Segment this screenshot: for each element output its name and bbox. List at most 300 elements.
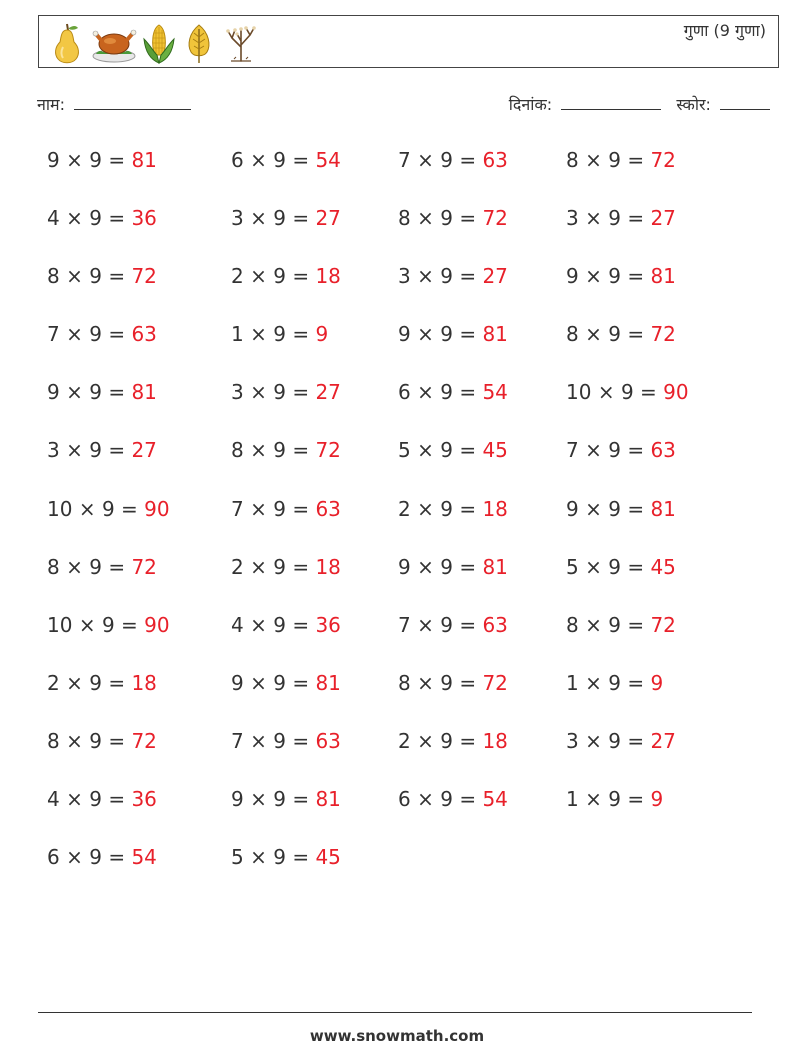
problem-item [231,143,398,201]
times-sign: × [585,787,602,812]
problem-b: 9 [608,670,621,695]
times-sign: × [417,206,434,231]
problem-answer: 81 [650,496,676,521]
problem-answer: 90 [144,496,170,521]
equals-sign: = [108,206,126,231]
problem-item [231,608,398,666]
times-sign: × [585,438,602,463]
equals-sign: = [459,670,477,695]
times-sign: × [250,554,267,579]
times-sign: × [417,787,434,812]
equals-sign: = [108,554,126,579]
problem-a: 2 [398,496,411,521]
problem-b: 9 [273,206,286,231]
times-sign: × [585,496,602,521]
times-sign: × [417,728,434,753]
equals-sign: = [292,496,310,521]
corn-icon [141,21,177,65]
problem-a: 1 [231,322,244,347]
problem-a: 8 [47,264,60,289]
problem-a: 8 [566,322,579,347]
problem-a: 2 [47,670,60,695]
times-sign: × [66,728,83,753]
problem-item [231,840,398,898]
times-sign: × [585,612,602,637]
times-sign: × [66,264,83,289]
times-sign: × [417,380,434,405]
problem-item [47,201,231,259]
footer-url: www.snowmath.com [309,1027,485,1045]
problem-item [231,782,398,840]
equals-sign: = [292,264,310,289]
problem-a: 4 [47,787,60,812]
equals-sign: = [627,148,645,172]
problem-item [47,433,231,491]
times-sign: × [585,728,602,753]
equals-sign: = [627,728,645,753]
yellow-leaf-icon [181,21,217,65]
problem-answer: 63 [482,148,508,172]
problem-answer: 72 [315,438,341,463]
problem-b: 9 [608,612,621,637]
problem-b: 9 [273,554,286,579]
problem-a: 8 [566,148,579,172]
equals-sign: = [108,728,126,753]
times-sign: × [417,496,434,521]
problem-item [398,143,566,201]
equals-sign: = [292,845,310,870]
problem-b: 9 [440,322,453,347]
problem-a: 7 [47,322,60,347]
date-blank[interactable] [561,96,661,110]
problem-item [47,608,231,666]
problem-answer: 63 [315,496,341,521]
problem-a: 8 [398,206,411,231]
equals-sign: = [627,496,645,521]
times-sign: × [250,438,267,463]
score-label: स्कोर: [676,95,711,114]
problem-a: 1 [566,670,579,695]
problem-item [47,317,231,375]
equals-sign: = [108,438,126,463]
name-field [37,93,191,115]
problem-b: 9 [608,322,621,347]
problem-item [398,433,566,491]
problem-b: 9 [440,612,453,637]
times-sign: × [417,264,434,289]
problem-item [566,666,736,724]
times-sign: × [66,845,83,870]
problem-answer: 81 [131,148,157,172]
problem-answer: 54 [315,148,341,172]
problem-answer: 9 [315,322,329,347]
problem-answer: 54 [482,380,508,405]
problem-answer: 72 [131,554,157,579]
date-label: दिनांक: [508,95,553,114]
problem-b: 9 [440,787,453,812]
times-sign: × [585,322,602,347]
name-blank[interactable] [74,96,191,110]
problem-item [566,492,736,550]
equals-sign: = [459,380,477,405]
equals-sign: = [108,148,126,172]
times-sign: × [250,728,267,753]
problem-item [231,433,398,491]
problem-b: 9 [273,380,286,405]
equals-sign: = [627,612,645,637]
problem-a: 3 [566,728,579,753]
footer-divider [38,1012,752,1013]
problem-item [47,259,231,317]
problem-a: 7 [231,728,244,753]
problem-b: 9 [89,787,102,812]
problem-a: 7 [398,148,411,172]
problem-a: 9 [398,554,411,579]
problem-a: 6 [398,787,411,812]
problem-answer: 27 [650,206,676,231]
times-sign: × [66,554,83,579]
problem-b: 9 [273,670,286,695]
problem-b: 9 [440,264,453,289]
problem-item [47,550,231,608]
problem-a: 3 [566,206,579,231]
problem-item [398,608,566,666]
times-sign: × [585,670,602,695]
problem-b: 9 [273,728,286,753]
problem-a: 6 [47,845,60,870]
problem-answer: 81 [482,322,508,347]
times-sign: × [66,787,83,812]
problem-item [47,782,231,840]
times-sign: × [585,148,602,172]
problem-item [398,724,566,782]
problem-b: 9 [101,612,115,637]
times-sign: × [250,845,267,870]
bare-tree-icon [221,21,261,65]
problem-item [566,259,736,317]
problem-answer: 36 [315,612,341,637]
times-sign: × [250,380,267,405]
problem-item [47,375,231,433]
problem-a: 4 [47,206,60,231]
problem-item [566,608,736,666]
problem-item [398,375,566,433]
problem-answer: 9 [650,787,664,812]
problem-b: 9 [273,845,286,870]
problem-answer: 45 [315,845,341,870]
problem-item [47,143,231,201]
equals-sign: = [292,612,310,637]
problem-b: 9 [440,496,453,521]
problem-a: 3 [231,206,244,231]
problem-b: 9 [273,148,286,172]
problem-b: 9 [89,322,102,347]
problem-a: 1 [566,787,579,812]
equals-sign: = [108,380,126,405]
times-sign: × [250,612,267,637]
problem-item [566,143,736,201]
problem-answer: 36 [131,206,157,231]
problem-a: 9 [231,670,244,695]
times-sign: × [417,612,434,637]
problem-answer: 72 [131,264,157,289]
equals-sign: = [121,612,138,637]
times-sign: × [417,670,434,695]
problem-answer: 18 [315,554,341,579]
problem-answer: 27 [650,728,676,753]
problem-a: 2 [398,728,411,753]
equals-sign: = [459,554,477,579]
problem-b: 9 [608,148,621,172]
equals-sign: = [292,206,310,231]
times-sign: × [250,322,267,347]
problem-b: 9 [273,438,286,463]
problem-answer: 81 [482,554,508,579]
times-sign: × [417,322,434,347]
problem-b: 9 [608,264,621,289]
problem-item [231,259,398,317]
times-sign: × [250,206,267,231]
problem-b: 9 [89,670,102,695]
times-sign: × [66,148,83,172]
equals-sign: = [292,380,310,405]
problem-b: 9 [608,554,621,579]
times-sign: × [78,612,96,637]
times-sign: × [250,264,267,289]
equals-sign: = [627,206,645,231]
problem-b: 9 [440,148,453,172]
equals-sign: = [292,148,310,172]
problem-a: 5 [398,438,411,463]
problem-a: 10 [47,612,73,637]
times-sign: × [66,380,83,405]
problem-b: 9 [89,380,102,405]
equals-sign: = [640,380,657,405]
equals-sign: = [121,496,138,521]
problem-b: 9 [273,322,286,347]
equals-sign: = [292,728,310,753]
problem-answer: 72 [650,612,676,637]
problem-item [231,375,398,433]
problem-item [231,492,398,550]
problem-answer: 9 [650,670,664,695]
problem-a: 8 [398,670,411,695]
problem-item [47,724,231,782]
equals-sign: = [108,322,126,347]
problem-answer: 63 [131,322,157,347]
problem-answer: 18 [482,728,508,753]
problem-answer: 18 [131,670,157,695]
problem-answer: 27 [131,438,157,463]
problem-answer: 27 [315,206,341,231]
problem-answer: 90 [663,380,689,405]
problem-b: 9 [608,438,621,463]
problem-a: 6 [231,148,244,172]
problem-b: 9 [440,438,453,463]
problem-answer: 81 [650,264,676,289]
times-sign: × [250,496,267,521]
problem-a: 5 [566,554,579,579]
problem-item [231,666,398,724]
equals-sign: = [108,670,126,695]
date-score-fields [509,93,770,115]
problem-answer: 27 [482,264,508,289]
problem-a: 10 [47,496,73,521]
problem-item [231,317,398,375]
problem-b: 9 [89,264,102,289]
problem-answer: 63 [650,438,676,463]
times-sign: × [250,670,267,695]
problem-answer: 72 [482,206,508,231]
equals-sign: = [459,728,477,753]
problem-item [47,666,231,724]
problem-b: 9 [273,496,286,521]
problem-answer: 72 [650,148,676,172]
equals-sign: = [459,438,477,463]
equals-sign: = [459,787,477,812]
problem-item [231,724,398,782]
problem-a: 8 [47,728,60,753]
problem-b: 9 [440,728,453,753]
problem-item [566,317,736,375]
equals-sign: = [459,612,477,637]
equals-sign: = [459,496,477,521]
equals-sign: = [108,787,126,812]
problem-a: 9 [566,496,579,521]
problem-a: 9 [566,264,579,289]
problem-item [398,259,566,317]
equals-sign: = [459,206,477,231]
header-box [38,15,779,68]
problem-a: 9 [231,787,244,812]
problem-a: 9 [47,148,60,172]
problem-item [566,782,736,840]
problem-b: 9 [273,787,286,812]
times-sign: × [66,438,83,463]
problem-a: 9 [398,322,411,347]
equals-sign: = [627,438,645,463]
problem-item [566,375,736,433]
equals-sign: = [108,845,126,870]
times-sign: × [250,148,267,172]
problem-a: 8 [231,438,244,463]
problem-b: 9 [89,148,102,172]
problem-item [566,433,736,491]
problem-answer: 63 [482,612,508,637]
problem-a: 3 [47,438,60,463]
problem-answer: 72 [482,670,508,695]
times-sign: × [585,206,602,231]
problem-a: 3 [398,264,411,289]
equals-sign: = [292,670,310,695]
problem-a: 4 [231,612,244,637]
problem-b: 9 [608,728,621,753]
times-sign: × [417,148,434,172]
problem-answer: 18 [315,264,341,289]
problem-item [398,492,566,550]
problem-answer: 63 [315,728,341,753]
problem-item [566,724,736,782]
times-sign: × [597,380,615,405]
problem-b: 9 [89,728,102,753]
problem-grid [47,143,736,898]
problem-b: 9 [608,787,621,812]
score-blank[interactable] [720,96,770,110]
problem-b: 9 [440,206,453,231]
times-sign: × [585,264,602,289]
icon-strip [47,20,261,66]
problem-answer: 72 [650,322,676,347]
problem-b: 9 [608,206,621,231]
times-sign: × [250,787,267,812]
problem-a: 6 [398,380,411,405]
problem-answer: 72 [131,728,157,753]
equals-sign: = [627,787,645,812]
problem-a: 7 [231,496,244,521]
equals-sign: = [292,322,310,347]
problem-a: 7 [398,612,411,637]
problem-item [231,201,398,259]
equals-sign: = [627,554,645,579]
problem-item [231,550,398,608]
equals-sign: = [459,322,477,347]
problem-b: 9 [620,380,634,405]
problem-a: 7 [566,438,579,463]
times-sign: × [417,438,434,463]
times-sign: × [66,322,83,347]
problem-answer: 27 [315,380,341,405]
problem-a: 8 [47,554,60,579]
problem-item [398,201,566,259]
problem-item [398,550,566,608]
problem-b: 9 [440,554,453,579]
problem-answer: 81 [315,787,341,812]
problem-b: 9 [440,670,453,695]
problem-b: 9 [273,264,286,289]
problem-item [566,550,736,608]
problem-answer: 36 [131,787,157,812]
problem-item [566,201,736,259]
problem-b: 9 [89,438,102,463]
name-label: नाम: [37,95,65,114]
times-sign: × [78,496,96,521]
equals-sign: = [292,787,310,812]
problem-answer: 54 [482,787,508,812]
problem-item [398,782,566,840]
equals-sign: = [108,264,126,289]
problem-item [398,317,566,375]
problem-answer: 90 [144,612,170,637]
problem-b: 9 [89,554,102,579]
times-sign: × [417,554,434,579]
equals-sign: = [627,264,645,289]
equals-sign: = [292,438,310,463]
problem-a: 3 [231,380,244,405]
equals-sign: = [627,322,645,347]
problem-b: 9 [273,612,286,637]
problem-b: 9 [608,496,621,521]
problem-a: 8 [566,612,579,637]
problem-item [47,492,231,550]
problem-a: 5 [231,845,244,870]
times-sign: × [585,554,602,579]
times-sign: × [66,670,83,695]
problem-a: 9 [47,380,60,405]
problem-b: 9 [89,845,102,870]
problem-answer: 18 [482,496,508,521]
problem-item [398,666,566,724]
worksheet-title: गुणा (9 गुणा) [683,21,766,40]
